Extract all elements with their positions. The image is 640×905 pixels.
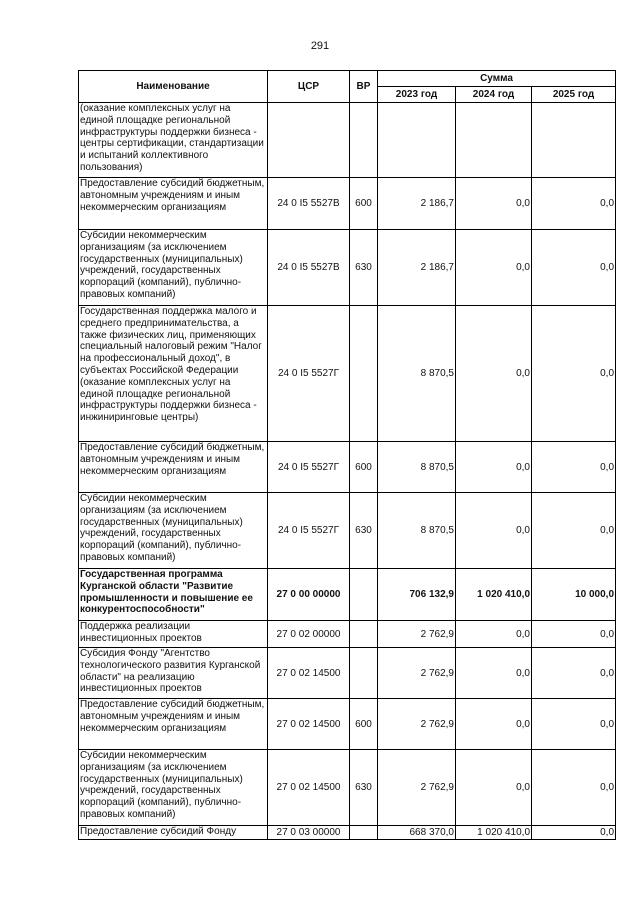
row-2025: 0,0 bbox=[532, 750, 616, 826]
row-2024: 0,0 bbox=[456, 178, 532, 230]
row-2025: 0,0 bbox=[532, 826, 616, 840]
row-vr bbox=[350, 826, 378, 840]
row-2025: 0,0 bbox=[532, 306, 616, 442]
row-vr: 600 bbox=[350, 699, 378, 750]
header-csr: ЦСР bbox=[268, 71, 350, 103]
row-name: Предоставление субсидий бюджетным, автономным учреждениям и иным некоммерческим организациям bbox=[79, 178, 268, 230]
row-2023: 2 762,9 bbox=[378, 750, 456, 826]
row-2024: 0,0 bbox=[456, 306, 532, 442]
row-csr: 27 0 00 00000 bbox=[268, 569, 350, 621]
row-vr: 630 bbox=[350, 750, 378, 826]
row-2023: 2 762,9 bbox=[378, 621, 456, 648]
row-2023: 2 762,9 bbox=[378, 699, 456, 750]
row-2024: 1 020 410,0 bbox=[456, 569, 532, 621]
table-row bbox=[79, 569, 616, 621]
header-year-2023: 2023 год bbox=[378, 87, 456, 103]
table-row bbox=[79, 750, 616, 826]
header-year-2024: 2024 год bbox=[456, 87, 532, 103]
row-2023: 2 186,7 bbox=[378, 230, 456, 306]
header-year-2025: 2025 год bbox=[532, 87, 616, 103]
row-2025: 0,0 bbox=[532, 230, 616, 306]
row-2024 bbox=[456, 103, 532, 178]
row-2025: 10 000,0 bbox=[532, 569, 616, 621]
header-name: Наименование bbox=[79, 71, 268, 103]
table-row bbox=[79, 306, 616, 442]
row-csr: 27 0 02 14500 bbox=[268, 699, 350, 750]
table-row bbox=[79, 621, 616, 648]
row-csr: 24 0 I5 5527Г bbox=[268, 306, 350, 442]
row-2025: 0,0 bbox=[532, 621, 616, 648]
row-vr bbox=[350, 306, 378, 442]
row-csr: 27 0 02 14500 bbox=[268, 750, 350, 826]
table-row bbox=[79, 230, 616, 306]
row-name: Субсидии некоммерческим организациям (за исключением государственных (муниципальных) учреждений, государственных корпораций (компаний), публично-правовых компаний) bbox=[79, 493, 268, 569]
row-csr bbox=[268, 103, 350, 178]
row-2024: 0,0 bbox=[456, 699, 532, 750]
budget-table bbox=[78, 70, 616, 840]
row-2025: 0,0 bbox=[532, 648, 616, 699]
row-2023: 8 870,5 bbox=[378, 306, 456, 442]
row-csr: 27 0 03 00000 bbox=[268, 826, 350, 840]
row-name: Предоставление субсидий бюджетным, автономным учреждениям и иным некоммерческим организациям bbox=[79, 699, 268, 750]
row-name: Поддержка реализации инвестиционных проектов bbox=[79, 621, 268, 648]
row-csr: 24 0 I5 5527Г bbox=[268, 493, 350, 569]
row-csr: 24 0 I5 5527Г bbox=[268, 442, 350, 493]
row-vr: 600 bbox=[350, 442, 378, 493]
page-number: 291 bbox=[310, 40, 330, 52]
row-vr bbox=[350, 621, 378, 648]
row-2023: 8 870,5 bbox=[378, 493, 456, 569]
row-2024: 0,0 bbox=[456, 493, 532, 569]
row-2024: 1 020 410,0 bbox=[456, 826, 532, 840]
row-name: Субсидия Фонду "Агентство технологического развития Курганской области" на реализацию инвестиционных проектов bbox=[79, 648, 268, 699]
row-name: Государственная программа Курганской области "Развитие промышленности и повышение ее конкурентоспособности" bbox=[79, 569, 268, 621]
row-vr bbox=[350, 569, 378, 621]
row-2023: 706 132,9 bbox=[378, 569, 456, 621]
row-vr: 600 bbox=[350, 178, 378, 230]
row-2025: 0,0 bbox=[532, 699, 616, 750]
row-2023: 2 762,9 bbox=[378, 648, 456, 699]
row-name: Субсидии некоммерческим организациям (за исключением государственных (муниципальных) учреждений, государственных корпораций (компаний), публично-правовых компаний) bbox=[79, 230, 268, 306]
row-vr: 630 bbox=[350, 230, 378, 306]
table-row bbox=[79, 442, 616, 493]
row-csr: 24 0 I5 5527В bbox=[268, 178, 350, 230]
table-row bbox=[79, 493, 616, 569]
row-name: Государственная поддержка малого и среднего предпринимательства, а также физических лиц, применяющих специальный налоговый режим "Налог на профессиональный доход", в субъектах Российской Федерации (оказание комплексных услуг на единой площадке региональной инфраструктуры поддержки бизнеса - инжиниринговые центры) bbox=[79, 306, 268, 442]
row-2023: 668 370,0 bbox=[378, 826, 456, 840]
header-vr: ВР bbox=[350, 71, 378, 103]
row-2024: 0,0 bbox=[456, 442, 532, 493]
row-vr: 630 bbox=[350, 493, 378, 569]
table-row bbox=[79, 103, 616, 178]
row-vr bbox=[350, 648, 378, 699]
table-row bbox=[79, 178, 616, 230]
row-2025 bbox=[532, 103, 616, 178]
row-csr: 27 0 02 14500 bbox=[268, 648, 350, 699]
row-2025: 0,0 bbox=[532, 442, 616, 493]
row-2024: 0,0 bbox=[456, 648, 532, 699]
row-2024: 0,0 bbox=[456, 621, 532, 648]
header-sum: Сумма bbox=[378, 71, 616, 87]
row-2023 bbox=[378, 103, 456, 178]
row-2025: 0,0 bbox=[532, 493, 616, 569]
table-row bbox=[79, 699, 616, 750]
row-2024: 0,0 bbox=[456, 230, 532, 306]
table-row bbox=[79, 648, 616, 699]
row-name: Предоставление субсидий бюджетным, автономным учреждениям и иным некоммерческим организациям bbox=[79, 442, 268, 493]
row-2023: 8 870,5 bbox=[378, 442, 456, 493]
row-2024: 0,0 bbox=[456, 750, 532, 826]
row-csr: 27 0 02 00000 bbox=[268, 621, 350, 648]
row-name: (оказание комплексных услуг на единой площадке региональной инфраструктуры поддержки бизнеса - центры сертификации, стандартизации и испытаний коллективного пользования) bbox=[79, 103, 268, 178]
row-2025: 0,0 bbox=[532, 178, 616, 230]
row-2023: 2 186,7 bbox=[378, 178, 456, 230]
row-vr bbox=[350, 103, 378, 178]
table-row bbox=[79, 826, 616, 840]
row-name: Предоставление субсидий Фонду bbox=[79, 826, 268, 840]
row-name: Субсидии некоммерческим организациям (за исключением государственных (муниципальных) учреждений, государственных корпораций (компаний), публично-правовых компаний) bbox=[79, 750, 268, 826]
row-csr: 24 0 I5 5527В bbox=[268, 230, 350, 306]
